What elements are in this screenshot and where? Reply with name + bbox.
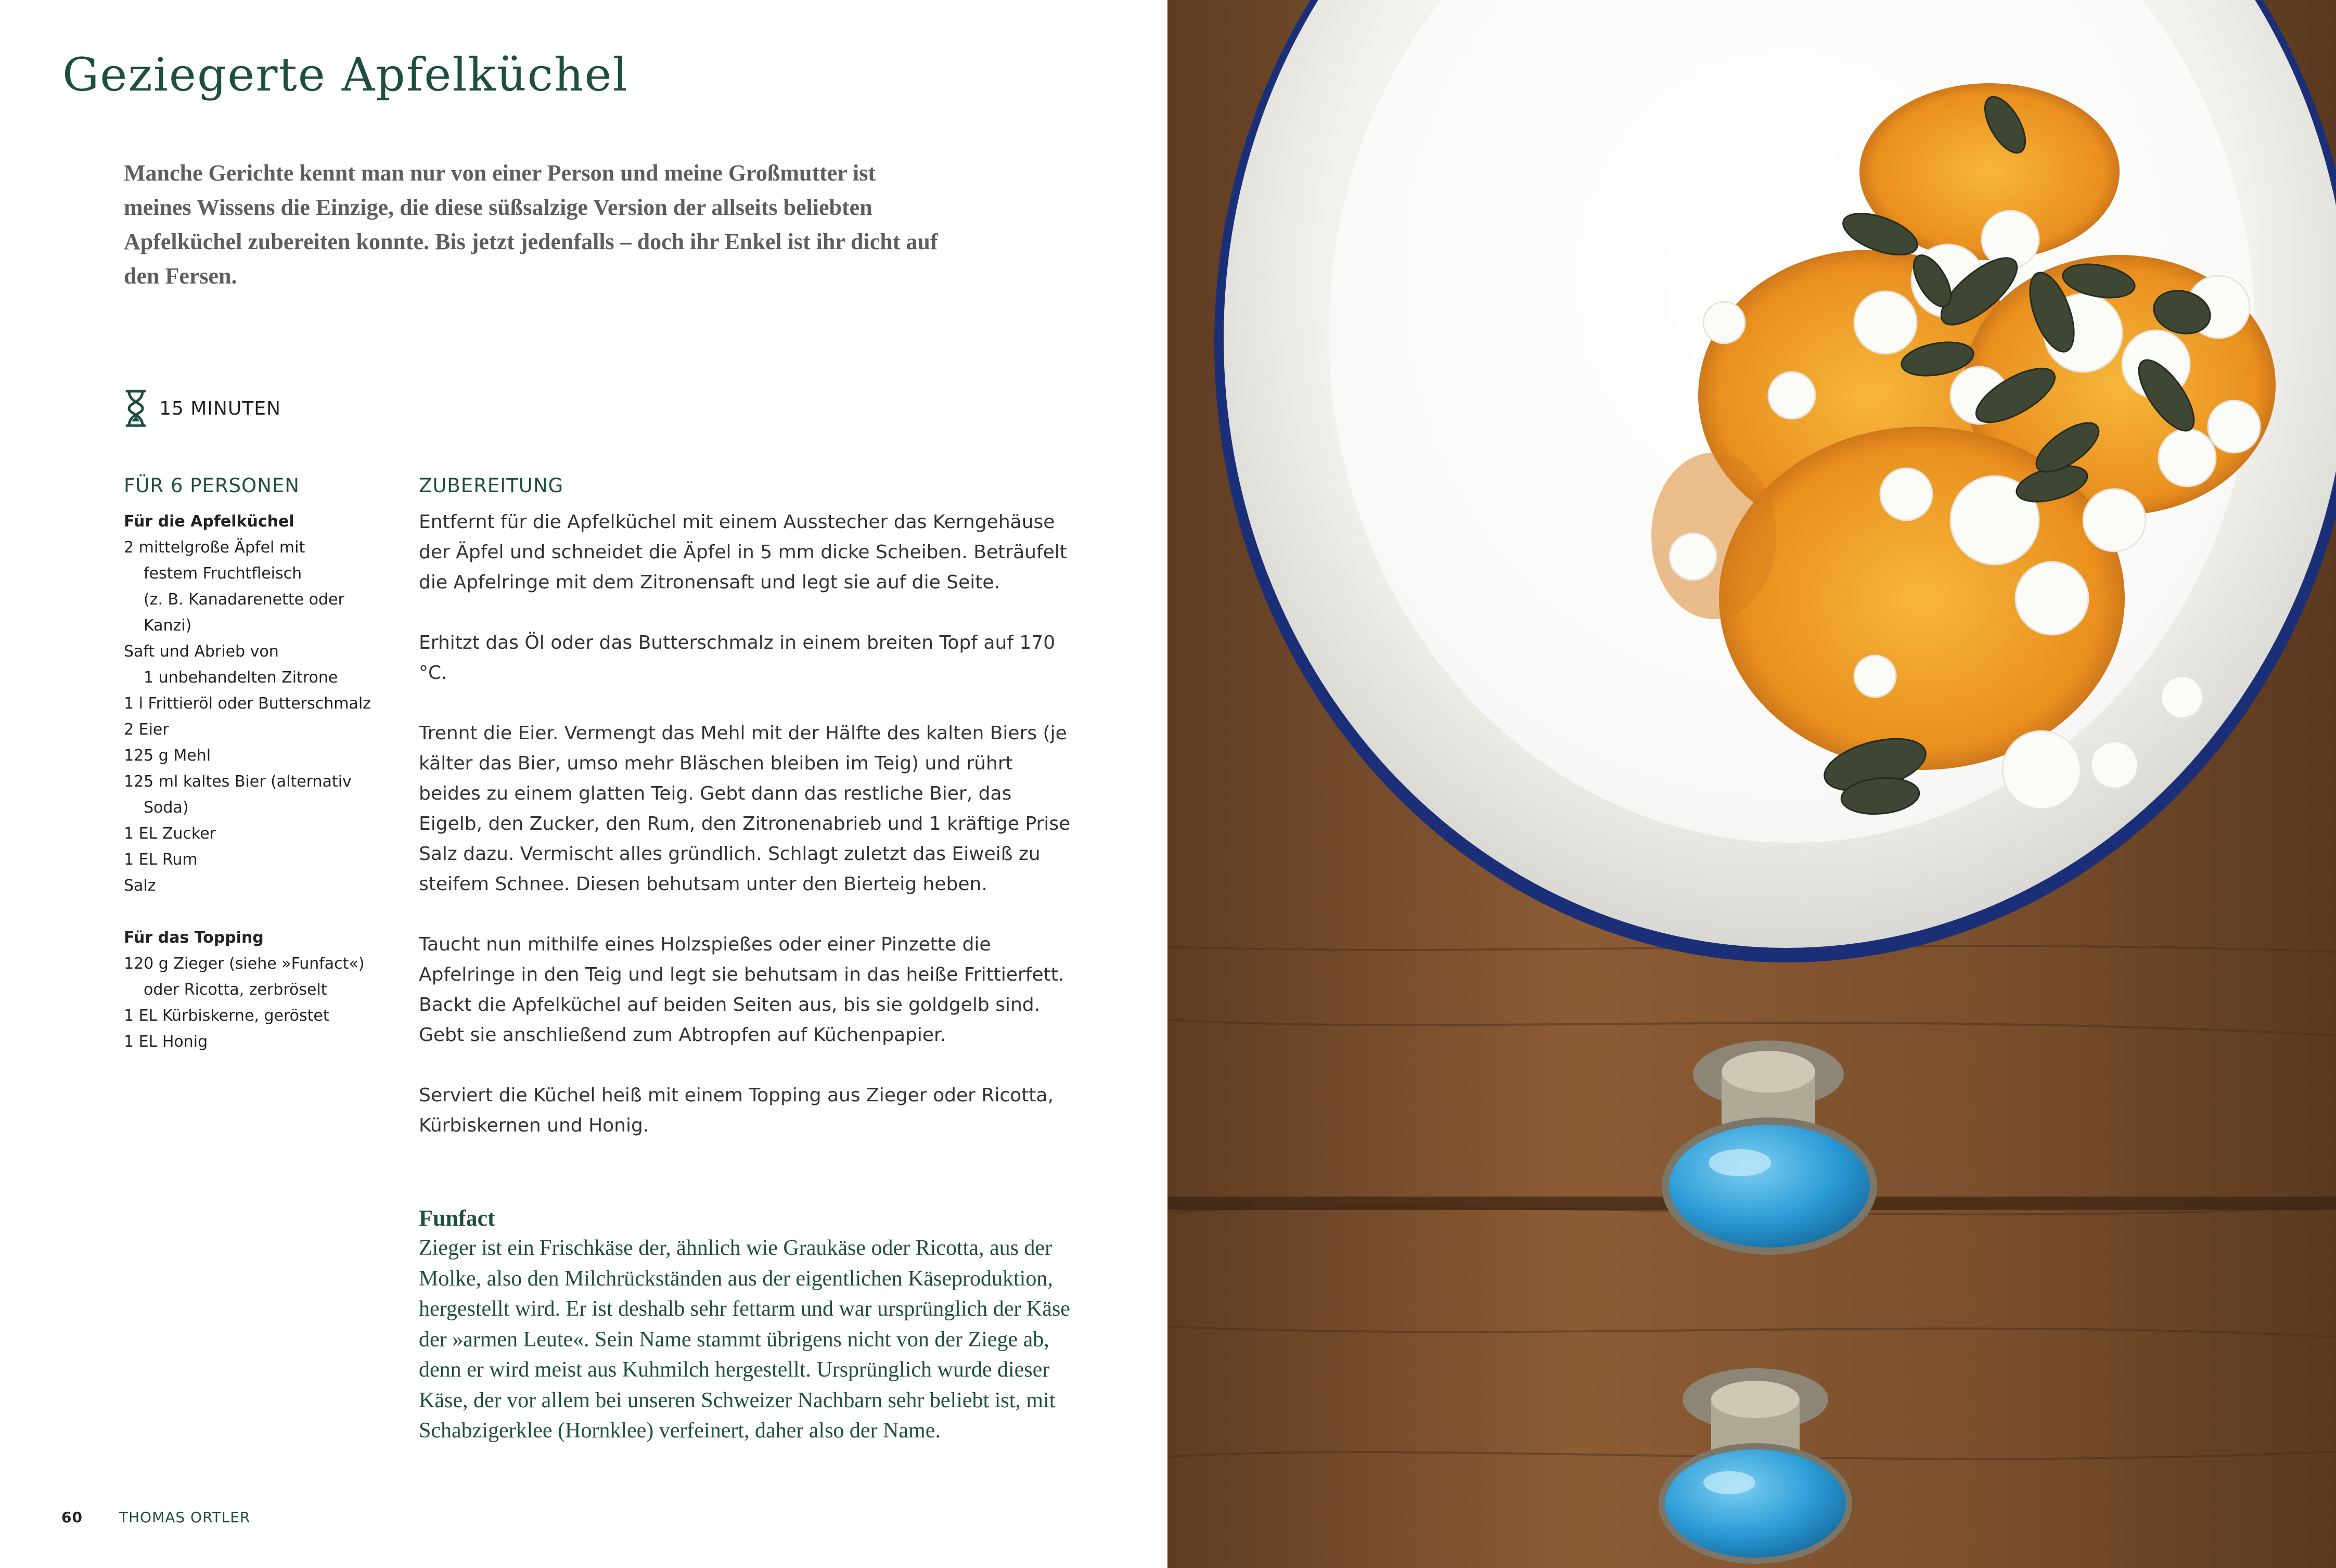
page-title: Geziegerte Apfelküchel: [62, 48, 628, 101]
ingredient-group-title: Für das Topping: [124, 929, 264, 947]
servings-heading: FÜR 6 PERSONEN: [124, 474, 300, 497]
recipe-page: [0, 0, 1167, 1568]
intro-paragraph: Manche Gerichte kennt man nur von einer Person und meine Großmutter ist meines Wissens die Einzige, die diese süßsalzige Version der allseits beliebten Apfelküchel zubereiten konnte. Bis jetzt jedenfalls – doch ihr Enkel ist ihr dicht auf den Fersen.: [124, 160, 938, 289]
preparation-step: Trennt die Eier. Vermengt das Mehl mit der Hälfte des kalten Biers (je kälter das Bier, umso mehr Bläschen bleiben im Teig) und rührt beides zu einem glatten Teig. Gebt dann das restliche Bier, das Eigelb, den Zucker, den Rum, den Zitronenabrieb und 1 kräftige Prise Salz dazu. Vermischt alles gründlich. Schlagt zuletzt das Eiweiß zu steifem Schnee. Diesen behutsam unter den Bierteig heben.: [419, 723, 1071, 895]
preparation-step: Taucht nun mithilfe eines Holzspießes oder einer Pinzette die Apfelringe in den Teig und legt sie behutsam in das heiße Frittierfett. Backt die Apfelküchel auf beiden Seiten aus, bis sie goldgelb sind. Gebt sie anschließend zum Abtropfen auf Küchenpapier.: [419, 934, 1064, 1046]
ingredient-group-title: Für die Apfelküchel: [124, 512, 294, 531]
author-name: THOMAS ORTLER: [119, 1509, 251, 1526]
list-item: 125 g Mehl: [124, 747, 211, 765]
list-item: 2 Eier: [124, 721, 169, 739]
list-item: Saft und Abrieb von: [124, 642, 279, 661]
list-item: 125 ml kaltes Bier (alternativ: [124, 773, 352, 791]
list-item: festem Fruchtfleisch: [144, 564, 302, 583]
list-item: 1 EL Kürbiskerne, geröstet: [124, 1007, 329, 1025]
page-footer: [61, 1509, 250, 1526]
preparation-step: Entfernt für die Apfelküchel mit einem Ausstecher das Kerngehäuse der Äpfel und schneidet die Äpfel in 5 mm dicke Scheiben. Beträufelt die Apfelringe mit dem Zitronensaft und legt sie auf die Seite.: [419, 511, 1067, 593]
ingredient-list: [124, 509, 394, 1055]
preparation-step: Erhitzt das Öl oder das Butterschmalz in einem breiten Topf auf 170 °C.: [419, 632, 1056, 684]
list-item: 1 EL Zucker: [124, 825, 216, 843]
list-item: Salz: [124, 877, 156, 895]
preparation-heading: ZUBEREITUNG: [419, 474, 564, 497]
list-item: 1 EL Honig: [124, 1033, 208, 1051]
list-item: 1 unbehandelten Zitrone: [144, 669, 338, 687]
preparation-step: Serviert die Küchel heiß mit einem Topping aus Zieger oder Ricotta, Kürbiskernen und Honig.: [419, 1085, 1054, 1136]
list-item: 120 g Zieger (siehe »Funfact«): [124, 955, 365, 973]
hourglass-icon: [124, 389, 148, 428]
drawer-knob-lower: [1662, 1368, 1849, 1561]
funfact-text: Zieger ist ein Frischkäse der, ähnlich wie Graukäse oder Ricotta, aus der Molke, also den Milchrückständen aus der eigentlichen Käseproduktion, hergestellt wird. Er ist deshalb sehr fettarm und war ursprünglich der Käse der »armen Leute«. Sein Name stammt übrigens nicht von der Ziege ab, denn er wird meist aus Kuhmilch hergestellt. Ursprünglich wurde dieser Käse, der vor allem bei unseren Schweizer Nachbarn sehr beliebt ist, mit Schabzigerklee (Hornklee) verfeinert, daher also der Name.: [419, 1236, 1070, 1443]
list-item: 1 EL Rum: [124, 851, 198, 869]
spacer: [124, 899, 394, 925]
list-item: (z. B. Kanadarenette oder: [144, 590, 344, 609]
preparation-steps: [419, 507, 1074, 1171]
drawer-knob-upper: [1665, 1040, 1873, 1251]
list-item: Soda): [144, 799, 189, 817]
list-item: oder Ricotta, zerbröselt: [144, 981, 327, 999]
dish-photo: [1167, 0, 2336, 1568]
list-item: 1 l Frittieröl oder Butterschmalz: [124, 695, 371, 713]
page-number: 60: [61, 1509, 83, 1526]
dish-photo-illustration: [1167, 0, 2336, 1568]
list-item: 2 mittelgroße Äpfel mit: [124, 538, 305, 557]
prep-time-label: 15 MINUTEN: [159, 397, 281, 419]
list-item: Kanzi): [144, 616, 192, 635]
funfact-heading: Funfact: [419, 1205, 495, 1231]
prep-time: [124, 389, 281, 428]
